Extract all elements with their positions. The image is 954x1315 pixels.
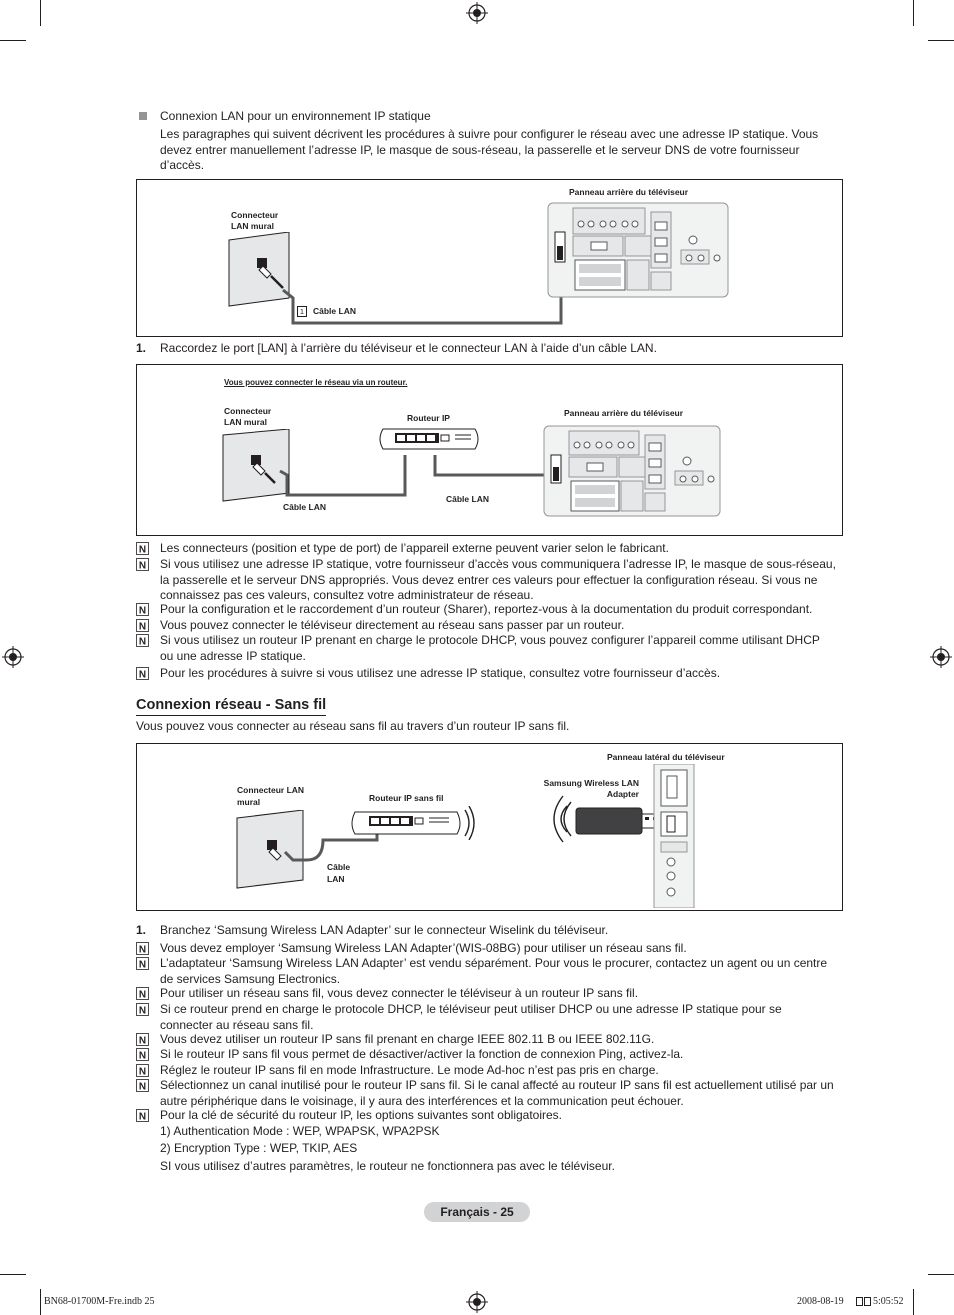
note-text: Si vous utilisez un routeur IP prenant en charge le protocole DHCP, vous pouvez configurer l’appareil comme utilisant DHCP ou une adresse IP statique. <box>160 633 820 663</box>
cable-label: Câble LAN <box>283 502 326 512</box>
wall-connector-label: Connecteur LAN <box>237 785 305 795</box>
note-text: Vous devez employer ‘Samsung Wireless LAN Adapter’(WIS-08BG) pour utiliser un réseau sans fil. <box>160 941 687 955</box>
note-text: Pour les procédures à suivre si vous utilisez une adresse IP statique, consultez votre fournisseur d’accès. <box>160 666 721 680</box>
note-text: Sélectionnez un canal inutilisé pour le routeur IP sans fil. Si le canal affecté au routeur IP sans fil est actuellement utilisé par un autre périphérique dans le voisinage, il y aura des interférences et la communication peut échouer. <box>160 1078 834 1108</box>
step-text: Branchez ‘Samsung Wireless LAN Adapter’ sur le connecteur Wiselink du téléviseur. <box>160 923 609 937</box>
svg-text:N: N <box>138 1066 147 1077</box>
note-text: Les connecteurs (position et type de port) de l’appareil externe peuvent varier selon le fabricant. <box>160 541 669 555</box>
router-label: Routeur IP sans fil <box>369 793 444 803</box>
note-icon <box>136 542 149 555</box>
lan-cable-line <box>137 180 842 336</box>
note-icon <box>136 558 149 571</box>
cable-number-badge: 1 <box>297 306 307 317</box>
note-item <box>136 1108 836 1124</box>
tv-rear-panel-illustration <box>547 202 729 298</box>
svg-text:N: N <box>138 544 147 555</box>
tv-panel-label: Panneau arrière du téléviseur <box>564 408 684 418</box>
svg-text:N: N <box>138 1050 147 1061</box>
note-text: Réglez le routeur IP sans fil en mode Infrastructure. Le mode Ad-hoc n’est pas pris en charge. <box>160 1063 659 1077</box>
svg-text:N: N <box>138 959 147 970</box>
crop-mark <box>0 40 26 41</box>
cable-label: Câble LAN <box>313 306 356 316</box>
diagram-wireless <box>136 743 843 911</box>
cable-label: Câble <box>327 862 351 872</box>
note-icon <box>136 1033 149 1046</box>
crop-mark <box>40 1289 41 1315</box>
crop-mark <box>40 0 41 26</box>
note-text: Si vous utilisez une adresse IP statique, votre fournisseur d’accès vous communiquera l’adresse IP, le masque de sous-réseau, la passerelle et le serveur DNS appropriés. Vous devez entrer ces valeurs pour effectuer la configuration réseau. Si vous ne connaissez pas ces valeurs, consultez votre administrateur de réseau. <box>160 557 836 602</box>
svg-text:N: N <box>138 621 147 632</box>
note-item <box>136 557 836 604</box>
note-item <box>136 986 836 1002</box>
svg-text:N: N <box>138 560 147 571</box>
note-icon <box>136 957 149 970</box>
note-item <box>136 1047 836 1063</box>
note-icon <box>136 1064 149 1077</box>
note-item <box>136 633 836 664</box>
note-icon <box>136 619 149 632</box>
diagram-lan-router <box>136 364 843 536</box>
svg-text:N: N <box>138 636 147 647</box>
note-item <box>136 1063 836 1079</box>
note-item <box>136 956 836 987</box>
crop-mark <box>928 40 954 41</box>
router-illustration <box>379 425 483 453</box>
tv-panel-label: Panneau arrière du téléviseur <box>569 187 689 197</box>
note-icon <box>136 1003 149 1016</box>
note-icon <box>136 942 149 955</box>
tv-side-panel-illustration <box>653 764 695 908</box>
wall-connector-label: LAN mural <box>224 417 267 427</box>
file-slug: BN68-01700M-Fre.indb 25 <box>44 1296 155 1307</box>
diagram-lan-direct <box>136 179 843 337</box>
note-item <box>136 941 836 957</box>
step-text: Raccordez le port [LAN] à l’arrière du téléviseur et le connecteur LAN à l’aide d’un câble LAN. <box>160 341 657 355</box>
lan-cable-line <box>137 365 842 535</box>
note-text: Pour la clé de sécurité du routeur IP, les options suivantes sont obligatoires. <box>160 1108 563 1122</box>
note-icon <box>136 634 149 647</box>
svg-text:N: N <box>138 1081 147 1092</box>
note-item <box>136 618 836 634</box>
security-auth-mode: 1) Authentication Mode : WEP, WPAPSK, WPA2PSK <box>160 1124 440 1138</box>
step-number: 1. <box>136 341 147 355</box>
registration-mark-icon <box>930 646 952 668</box>
registration-mark-icon <box>466 2 488 24</box>
wall-connector-label: Connecteur <box>231 210 279 220</box>
wireless-signal-icon <box>545 794 573 844</box>
note-item <box>136 1078 836 1109</box>
note-icon <box>136 667 149 680</box>
section-title: Connexion réseau - Sans fil <box>136 697 327 713</box>
note-item <box>136 541 836 557</box>
wall-connector-label: LAN mural <box>231 221 274 231</box>
note-item <box>136 602 836 618</box>
note-item <box>136 1002 836 1033</box>
intro-paragraph: Les paragraphes qui suivent décrivent les procédures à suivre pour configurer le réseau avec une adresse IP statique. Vous devez entrer manuellement l’adresse IP, le masque de sous-réseau, la passerelle et le serveur DNS de votre fournisseur d’accès. <box>160 127 819 172</box>
svg-text:N: N <box>138 1035 147 1046</box>
usb-adapter-illustration <box>575 806 665 836</box>
registration-mark-icon <box>2 646 24 668</box>
note-text: Vous pouvez connecter le téléviseur directement au réseau sans passer par un routeur. <box>160 618 625 632</box>
note-item <box>136 666 836 682</box>
note-text: Pour utiliser un réseau sans fil, vous devez connecter le téléviseur à un routeur IP sans fil. <box>160 986 639 1000</box>
security-warning: SI vous utilisez d’autres paramètres, le routeur ne fonctionnera pas avec le téléviseur. <box>160 1159 615 1173</box>
note-icon <box>136 1048 149 1061</box>
adapter-label: Adapter <box>606 789 639 799</box>
note-text: Vous devez utiliser un routeur IP sans fil prenant en charge IEEE 802.11 B ou IEEE 802.11G. <box>160 1032 655 1046</box>
page-number: Français - 25 <box>424 1202 530 1222</box>
bullet-square-icon <box>139 112 147 120</box>
adapter-label: Samsung Wireless LAN <box>543 778 639 788</box>
note-item <box>136 1032 836 1048</box>
wireless-intro: Vous pouvez vous connecter au réseau sans fil au travers d’un routeur IP sans fil. <box>136 719 570 733</box>
svg-text:N: N <box>138 1005 147 1016</box>
note-icon <box>136 603 149 616</box>
svg-text:N: N <box>138 669 147 680</box>
svg-text:N: N <box>138 605 147 616</box>
crop-mark <box>913 1289 914 1315</box>
svg-text:N: N <box>138 944 147 955</box>
title-underline <box>136 715 326 716</box>
diagram-header: Vous pouvez connecter le réseau via un routeur. <box>224 378 408 387</box>
security-encryption-type: 2) Encryption Type : WEP, TKIP, AES <box>160 1141 358 1155</box>
tv-panel-label: Panneau latéral du téléviseur <box>607 752 725 762</box>
note-text: Pour la configuration et le raccordement d’un routeur (Sharer), reportez-vous à la documentation du produit correspondant. <box>160 602 813 616</box>
note-icon <box>136 987 149 1000</box>
step-number: 1. <box>136 923 147 937</box>
print-date: 2008-08-19 <box>797 1296 844 1307</box>
crop-mark <box>928 1274 954 1275</box>
wall-connector-label: mural <box>237 797 261 807</box>
note-text: L’adaptateur ‘Samsung Wireless LAN Adapter’ est vendu séparément. Pour vous le procurer, contactez un agent ou un centre de services Samsung Electronics. <box>160 956 828 986</box>
tv-rear-panel-illustration <box>543 425 721 517</box>
section-heading: Connexion LAN pour un environnement IP statique <box>160 109 431 123</box>
note-text: Si ce routeur prend en charge le protocole DHCP, le téléviseur peut utiliser DHCP ou une adresse IP statique pour se connecter au réseau sans fil. <box>160 1002 782 1032</box>
print-time-box-icon <box>856 1297 863 1306</box>
cable-label: LAN <box>327 874 345 884</box>
router-label: Routeur IP <box>407 413 450 423</box>
crop-mark <box>0 1274 26 1275</box>
svg-text:N: N <box>138 1111 147 1122</box>
note-icon <box>136 1079 149 1092</box>
note-text: Si le routeur IP sans fil vous permet de désactiver/activer la fonction de connexion Ping, activez-la. <box>160 1047 684 1061</box>
wall-connector-label: Connecteur <box>224 406 272 416</box>
wireless-router-illustration <box>349 806 477 840</box>
print-time-box-icon <box>864 1297 871 1306</box>
cable-label: Câble LAN <box>446 494 489 504</box>
note-icon <box>136 1109 149 1122</box>
lan-cable-line <box>137 744 842 910</box>
svg-text:N: N <box>138 989 147 1000</box>
registration-mark-icon <box>466 1291 488 1313</box>
crop-mark <box>913 0 914 26</box>
print-time: 5:05:52 <box>873 1296 904 1307</box>
